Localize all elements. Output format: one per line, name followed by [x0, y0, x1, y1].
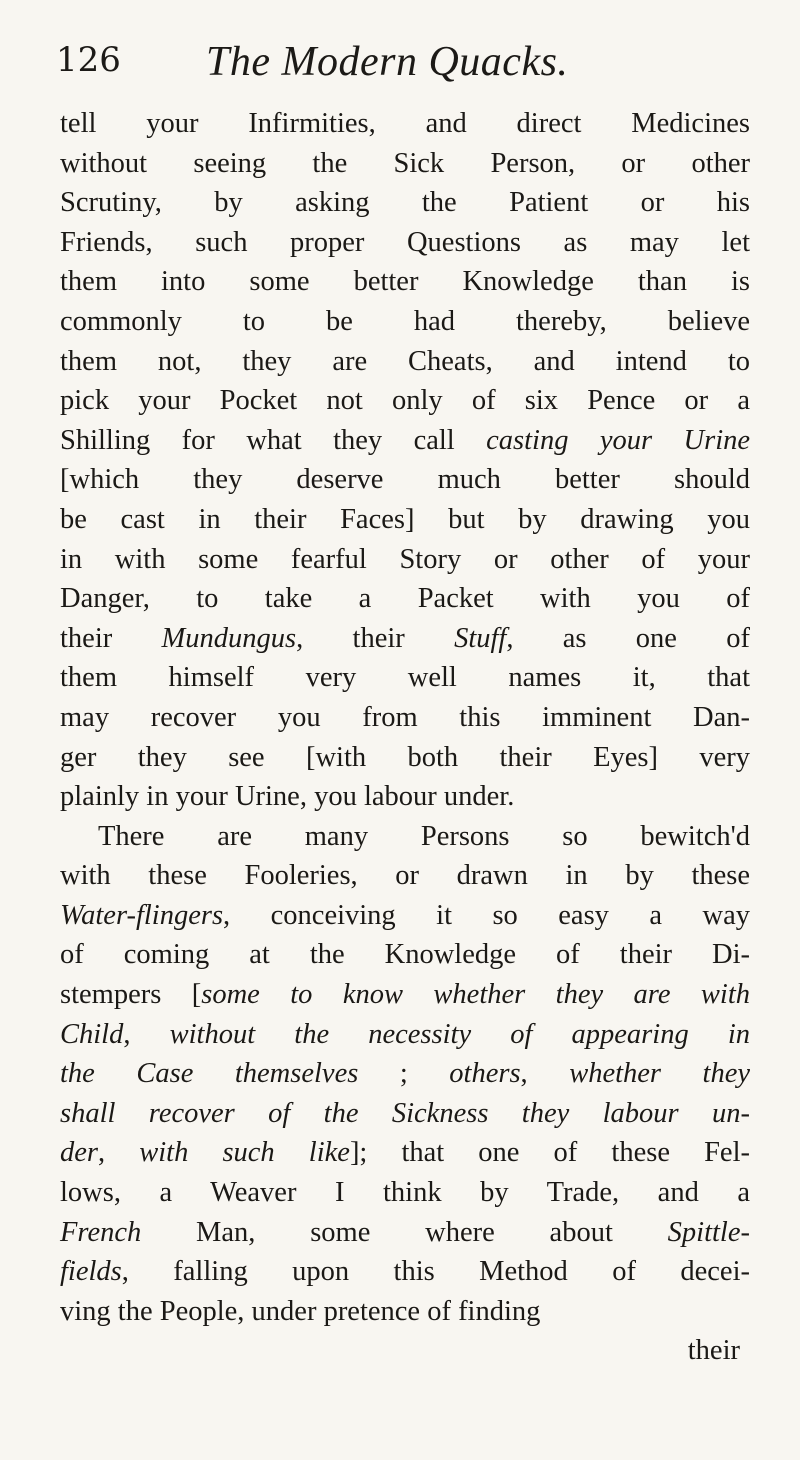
text-run: may recover you from this imminent Dan- — [60, 701, 750, 733]
text-line — [60, 540, 750, 580]
text-run: , — [98, 1137, 140, 1169]
text-line — [60, 619, 750, 659]
text-run: , their — [296, 622, 455, 654]
text-run: ]; that one of these Fel- — [349, 1137, 750, 1169]
text-run: There are many Persons so bewitch'd — [98, 820, 750, 852]
text-line — [60, 975, 750, 1015]
text-line — [60, 1094, 750, 1134]
text-line — [60, 1133, 750, 1173]
italic-text: others — [449, 1058, 521, 1090]
text-line — [60, 1252, 750, 1292]
italic-text: Child — [60, 1018, 124, 1050]
text-run: them himself very well names it, that — [60, 662, 750, 694]
italic-text: Mundungus — [161, 622, 297, 654]
text-run: Shilling for what they call — [60, 424, 487, 456]
text-line — [60, 460, 750, 500]
text-line — [60, 183, 750, 223]
text-line — [60, 302, 750, 342]
text-line — [60, 738, 750, 778]
text-line — [60, 500, 750, 540]
italic-text: with such like — [139, 1137, 350, 1169]
text-run: Man, some where about — [141, 1216, 668, 1248]
text-line — [60, 856, 750, 896]
text-run: them into some better Knowledge than is — [60, 266, 750, 298]
text-run: with these Fooleries, or drawn in by these — [60, 860, 750, 892]
italic-text: der — [60, 1137, 98, 1169]
text-run: their — [60, 622, 162, 654]
text-line — [60, 579, 750, 619]
italic-text: Water-flingers — [60, 899, 224, 931]
text-line — [60, 698, 750, 738]
text-run: , — [520, 1058, 570, 1090]
text-run: tell your Infirmities, and direct Medicines — [60, 108, 750, 139]
page-number: 126 — [56, 40, 121, 80]
text-run: Danger, to take a Packet with you of — [60, 583, 750, 615]
text-run: pick your Pocket not only of six Pence or a — [60, 385, 750, 417]
text-run: , falling upon this Method of decei- — [121, 1256, 750, 1288]
italic-text: shall recover of the Sickness they labour un- — [60, 1097, 750, 1129]
text-line — [60, 1015, 750, 1055]
text-line — [60, 777, 750, 817]
text-run: ger they see [with both their Eyes] very — [60, 741, 750, 773]
text-line — [60, 817, 750, 857]
text-line — [60, 342, 750, 382]
text-run: plainly in your Urine, you labour under. — [60, 781, 515, 813]
text-run: lows, a Weaver I think by Trade, and a — [60, 1177, 750, 1209]
page-header — [56, 40, 760, 100]
text-run: of coming at the Knowledge of their Di- — [60, 939, 750, 971]
text-run: , — [123, 1018, 170, 1050]
running-title: The Modern Quacks. — [206, 39, 569, 85]
italic-text: the Case themselves — [60, 1058, 359, 1090]
text-run: , as one of — [506, 622, 750, 654]
text-line — [60, 1213, 750, 1253]
text-line — [60, 223, 750, 263]
text-run: [which they deserve much better should — [60, 464, 750, 496]
text-line — [60, 896, 750, 936]
catchword: their — [687, 1335, 740, 1367]
text-run: without seeing the Sick Person, or other — [60, 147, 750, 179]
text-line — [60, 935, 750, 975]
text-line — [60, 1292, 750, 1332]
text-line — [60, 104, 750, 144]
text-line — [60, 262, 750, 302]
italic-text: some to know whether they are with — [201, 979, 750, 1011]
text-run: Scrutiny, by asking the Patient or his — [60, 187, 750, 219]
text-line — [60, 1054, 750, 1094]
text-run: stempers [ — [60, 979, 202, 1011]
text-run: , conceiving it so easy a way — [223, 899, 750, 931]
italic-text: fields — [60, 1256, 122, 1288]
italic-text: whether they — [569, 1058, 750, 1090]
text-line — [60, 421, 750, 461]
italic-text: French — [60, 1216, 142, 1248]
text-line — [60, 1173, 750, 1213]
italic-text: Stuff — [454, 622, 507, 654]
text-line — [60, 144, 750, 184]
text-line — [60, 381, 750, 421]
text-run: in with some fearful Story or other of your — [60, 543, 750, 575]
text-run: Friends, such proper Questions as may let — [60, 226, 750, 258]
body-text — [60, 104, 750, 1371]
text-run: commonly to be had thereby, believe — [60, 305, 750, 337]
italic-text: casting your Urine — [486, 424, 751, 456]
text-run: ; — [358, 1058, 450, 1090]
italic-text: without the necessity of appearing in — [169, 1018, 750, 1050]
italic-text: Spittle- — [667, 1216, 750, 1248]
text-run: be cast in their Faces] but by drawing you — [60, 503, 750, 535]
text-line — [60, 658, 750, 698]
text-run: them not, they are Cheats, and intend to — [60, 345, 750, 377]
text-run: ving the People, under pretence of finding — [60, 1295, 541, 1327]
